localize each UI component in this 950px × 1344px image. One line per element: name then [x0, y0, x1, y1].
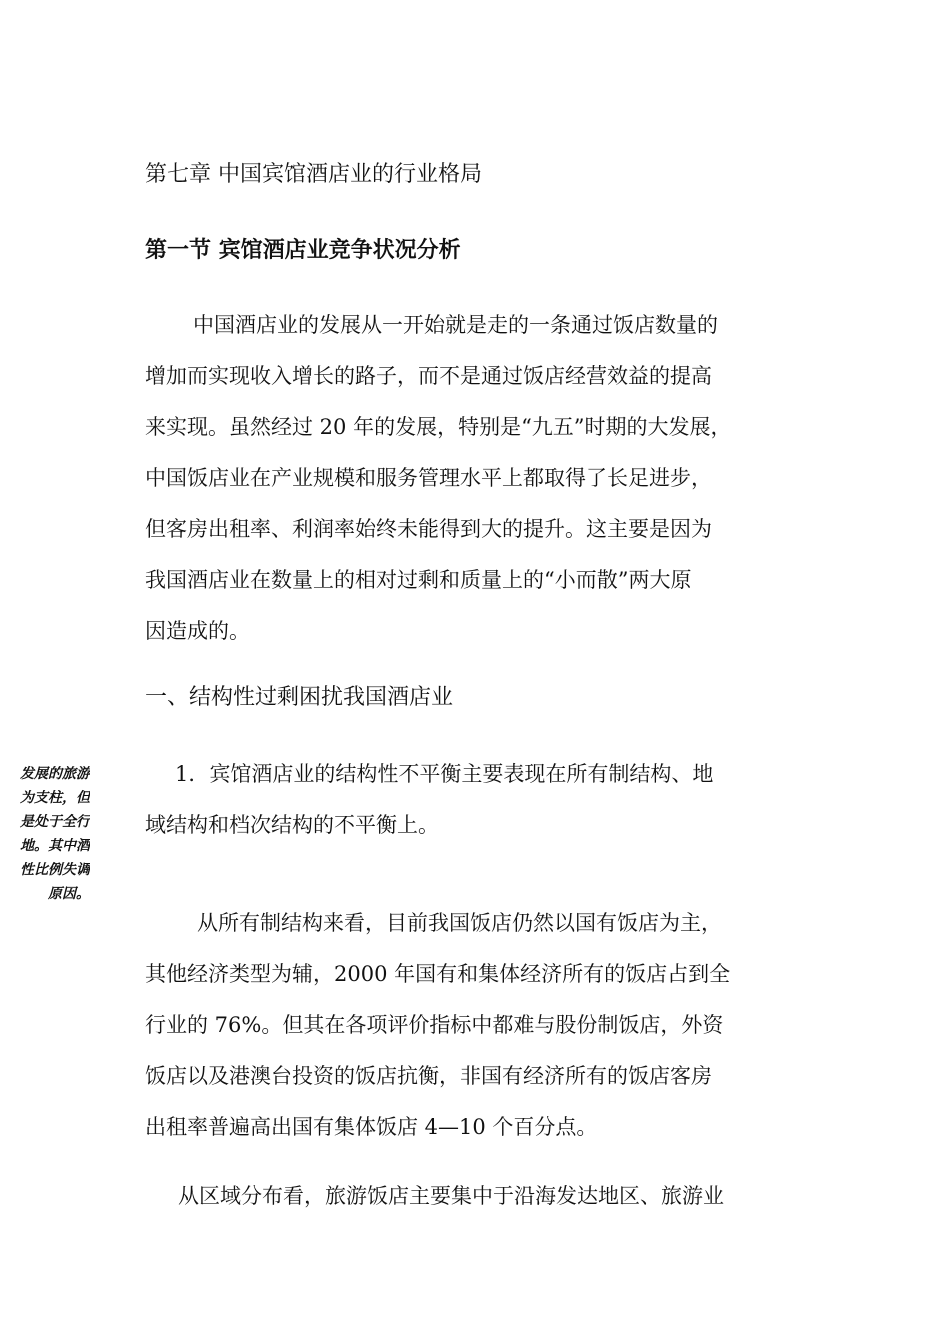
- subsection-title: 一、结构性过剩困扰我国酒店业: [145, 685, 454, 710]
- paragraph-ownership: [145, 898, 835, 1153]
- text-line: 从区域分布看，旅游饭店主要集中于沿海发达地区、旅游业: [178, 1184, 724, 1208]
- sidebar-note-line: 地。其中酒: [20, 838, 90, 854]
- text-line: 中国酒店业的发展从一开始就是走的一条通过饭店数量的: [193, 313, 718, 337]
- text-line: 出租率普遍高出国有集体饭店 4—10 个百分点。: [145, 1115, 598, 1139]
- sidebar-note-line: 为支柱，但: [20, 790, 90, 806]
- paragraph-imbalance: [145, 749, 835, 851]
- section-title: 第一节 宾馆酒店业竞争状况分析: [145, 238, 461, 263]
- text-line: 1．宾馆酒店业的结构性不平衡主要表现在所有制结构、地: [175, 762, 714, 786]
- sidebar-note-line: 原因。: [48, 886, 90, 902]
- text-line: 但客房出租率、利润率始终未能得到大的提升。这主要是因为: [145, 517, 712, 541]
- text-line: 我国酒店业在数量上的相对过剩和质量上的“小而散”两大原: [145, 568, 692, 592]
- text-line: 因造成的。: [145, 619, 250, 643]
- text-line: 饭店以及港澳台投资的饭店抗衡，非国有经济所有的饭店客房: [145, 1064, 712, 1088]
- text-line: 来实现。虽然经过 20 年的发展，特别是“九五”时期的大发展，: [145, 415, 732, 439]
- sidebar-note: [0, 762, 90, 906]
- paragraph-intro: [145, 300, 835, 657]
- chapter-title: 第七章 中国宾馆酒店业的行业格局: [145, 162, 482, 187]
- text-line: 从所有制结构来看，目前我国饭店仍然以国有饭店为主，: [197, 911, 722, 935]
- sidebar-note-line: 发展的旅游: [20, 766, 90, 782]
- sidebar-note-line: 性比例失调: [20, 862, 90, 878]
- text-line: 行业的 76%。但其在各项评价指标中都难与股份制饭店，外资: [145, 1013, 724, 1037]
- text-line: 其他经济类型为辅，2000 年国有和集体经济所有的饭店占到全: [145, 962, 731, 986]
- text-line: 增加而实现收入增长的路子，而不是通过饭店经营效益的提高: [145, 364, 712, 388]
- sidebar-note-line: 是处于全行: [20, 814, 90, 830]
- paragraph-regional: [145, 1171, 835, 1222]
- text-line: 中国饭店业在产业规模和服务管理水平上都取得了长足进步，: [145, 466, 712, 490]
- text-line: 域结构和档次结构的不平衡上。: [145, 813, 439, 837]
